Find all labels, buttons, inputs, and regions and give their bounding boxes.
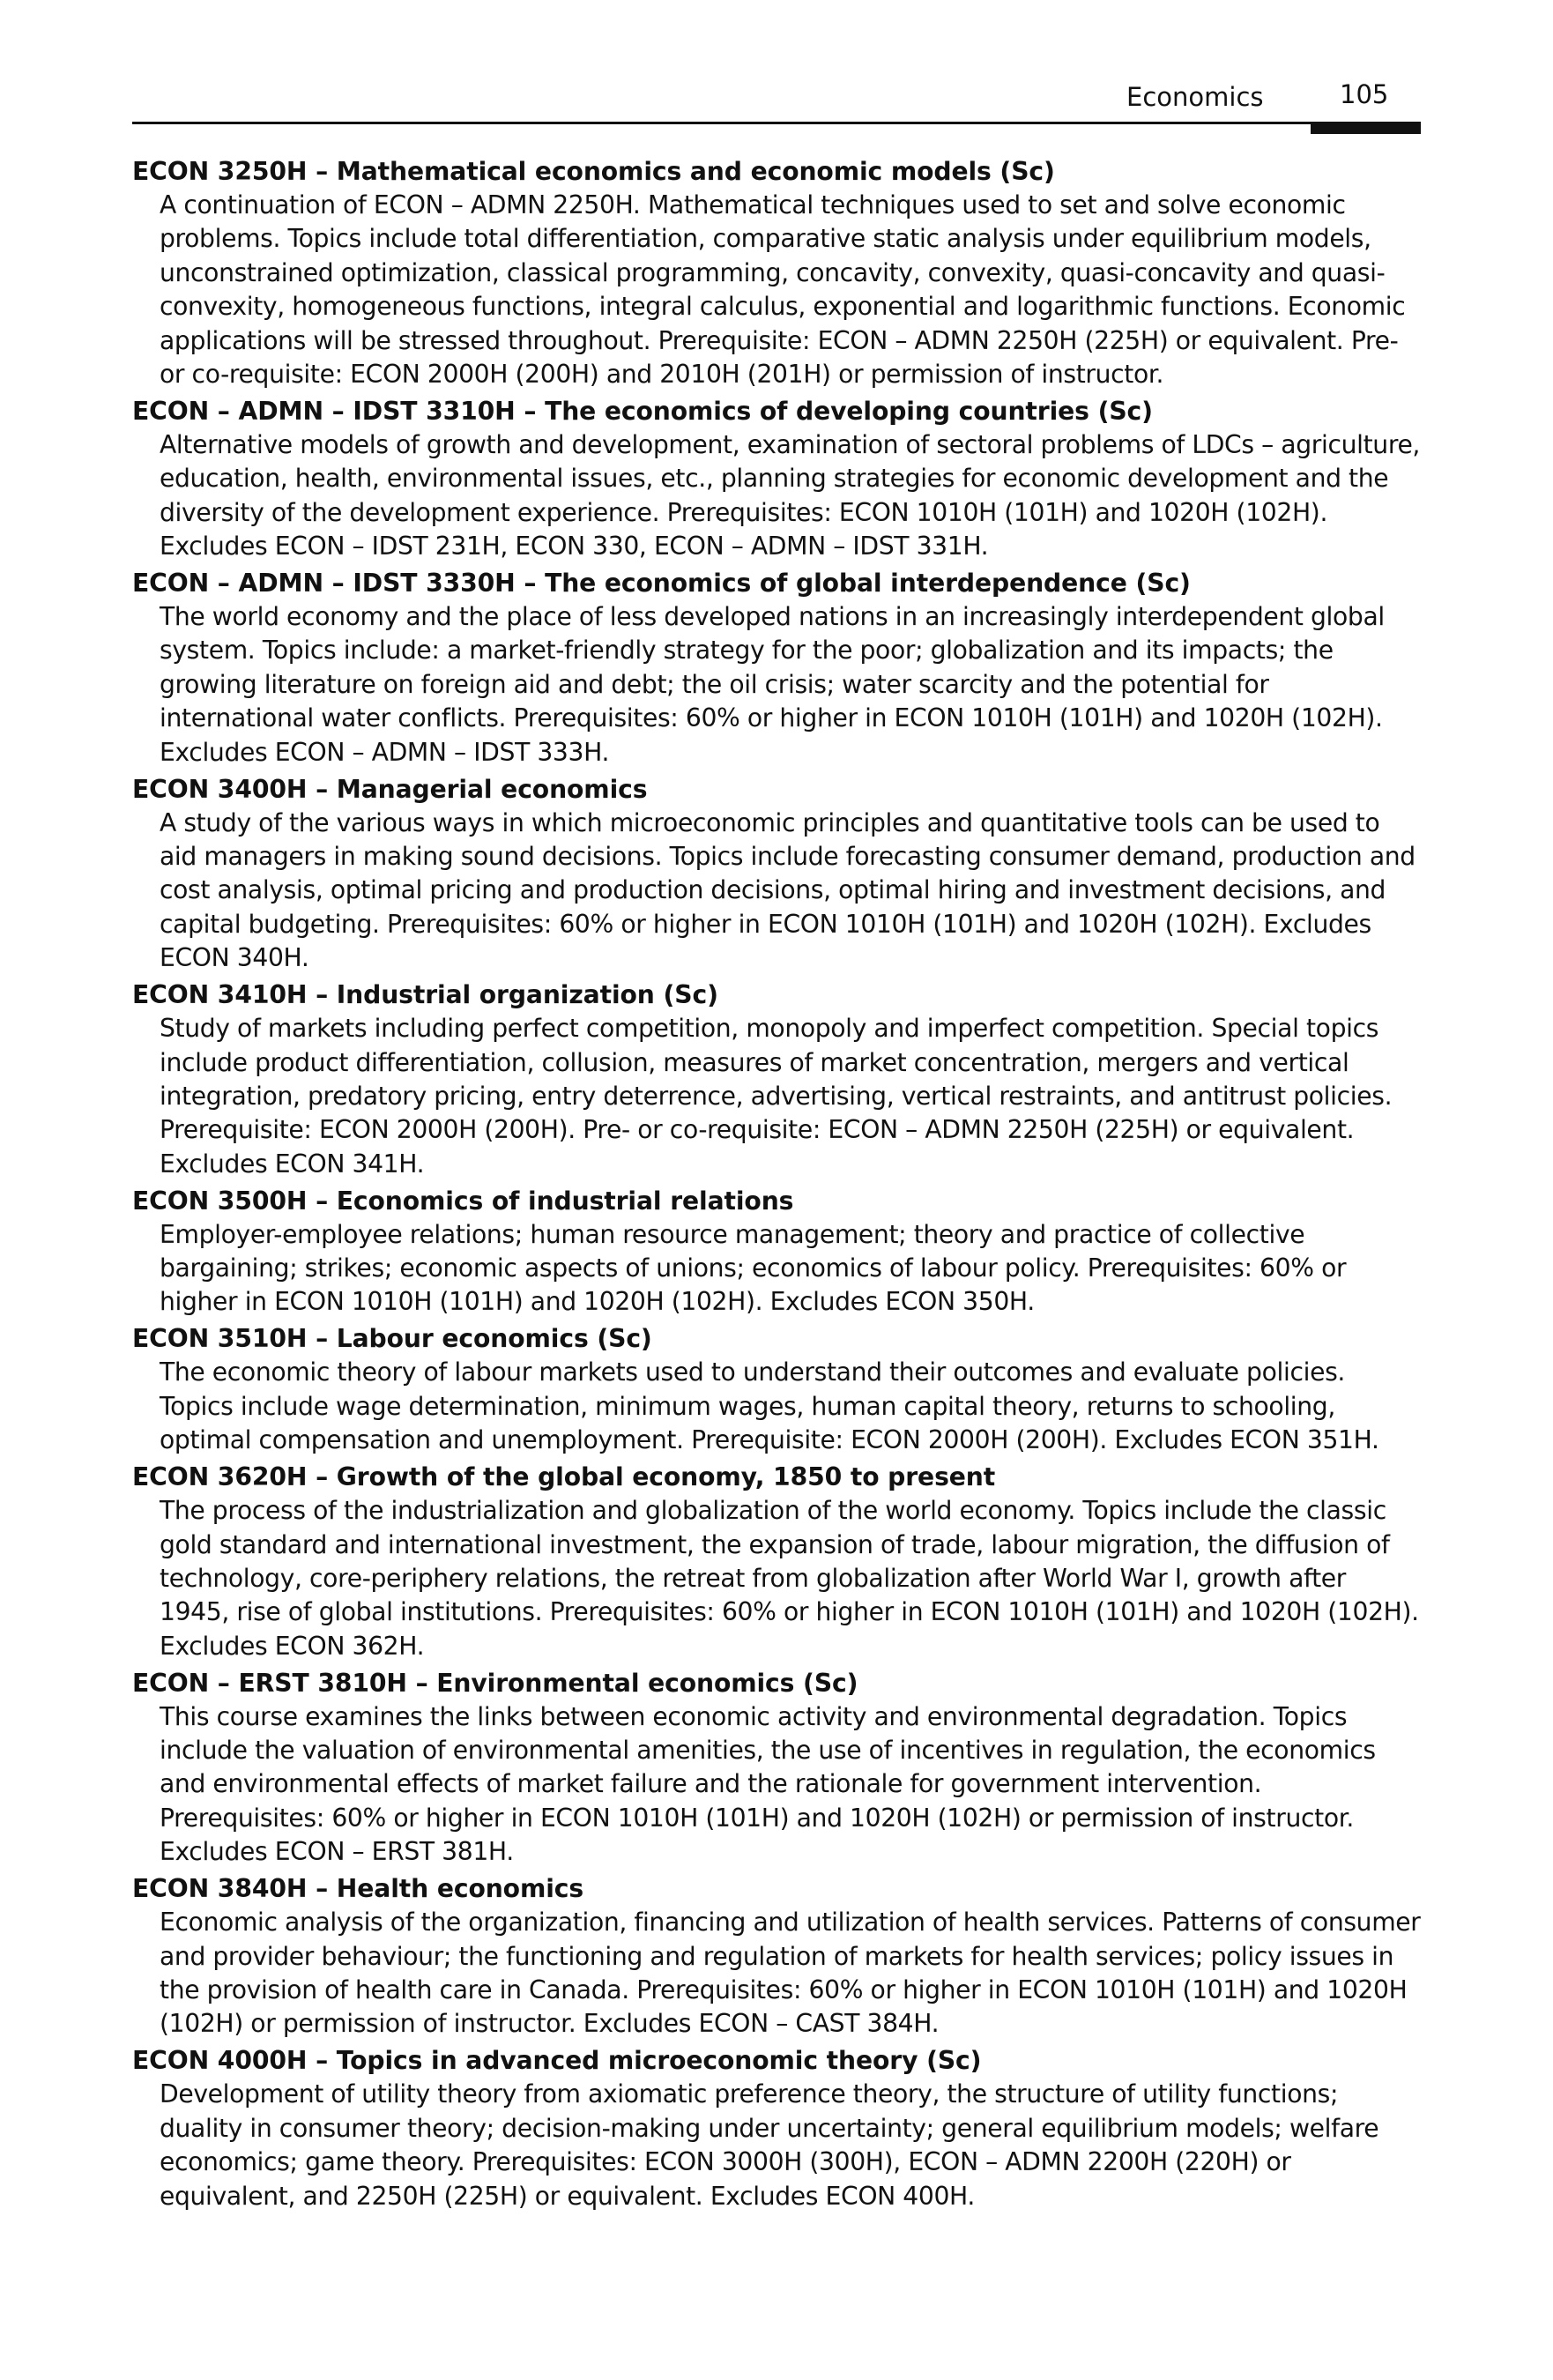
course-listing bbox=[132, 155, 1421, 2216]
course-entry-econ-3330h bbox=[132, 567, 1421, 770]
course-title: ECON 3250H – Mathematical economics and economic models (Sc) bbox=[132, 157, 1055, 186]
course-description: A study of the various ways in which microeconomic principles and quantitative tools can be used to aid managers in making sound decisions. Topics include forecasting consumer demand, production and cost analysis, optimal pricing and production decisions, optimal hiring and investment decisions, and capital budgeting. Prerequisites: 60% or higher in ECON 1010H (101H) and 1020H (102H). Excludes ECON 340H. bbox=[160, 807, 1416, 973]
course-description: A continuation of ECON – ADMN 2250H. Mathematical techniques used to set and solve economic problems. Topics include total differentiation, comparative static analysis under equilibrium models, unconstrained optimization, classical programming, concavity, convexity, quasi-concavity and quasi-convexity, homogeneous functions, integral calculus, exponential and logarithmic functions. Economic applications will be stressed throughout. Prerequisite: ECON – ADMN 2250H (225H) or equivalent. Pre- or co-requisite: ECON 2000H (200H) and 2010H (201H) or permission of instructor. bbox=[160, 190, 1406, 390]
course-title: ECON – ERST 3810H – Environmental economics (Sc) bbox=[132, 1668, 858, 1698]
course-title: ECON 3840H – Health economics bbox=[132, 1874, 584, 1904]
course-description: Employer-employee relations; human resource management; theory and practice of collective bargaining; strikes; economic aspects of unions; economics of labour policy. Prerequisites: 60% or higher in ECON 1010H (101H) and 1020H (102H). Excludes ECON 350H. bbox=[160, 1219, 1347, 1317]
course-description: Study of markets including perfect competition, monopoly and imperfect competition. Special topics include product differentiation, collusion, measures of market concentration, mergers and vertical integration, predatory pricing, entry deterrence, advertising, vertical restraints, and antitrust policies. Prerequisite: ECON 2000H (200H). Pre- or co-requisite: ECON – ADMN 2250H (225H) or equivalent. Excludes ECON 341H. bbox=[160, 1014, 1393, 1179]
course-entry-econ-4000h bbox=[132, 2044, 1421, 2213]
page-header bbox=[132, 78, 1421, 139]
running-head-section: Economics bbox=[1126, 82, 1264, 112]
header-rule bbox=[132, 122, 1421, 124]
course-description: The economic theory of labour markets used to understand their outcomes and evaluate policies. Topics include wage determination, minimum wages, human capital theory, returns to schooling, optimal compensation and unemployment. Prerequisite: ECON 2000H (200H). Excludes ECON 351H. bbox=[160, 1357, 1379, 1455]
course-description: Development of utility theory from axiomatic preference theory, the structure of utility functions; duality in consumer theory; decision-making under uncertainty; general equilibrium models; welfare economics; game theory. Prerequisites: ECON 3000H (300H), ECON – ADMN 2200H (220H) or equivalent, and 2250H (225H) or equivalent. Excludes ECON 400H. bbox=[160, 2079, 1379, 2211]
course-description: Alternative models of growth and development, examination of sectoral problems of LDCs – agriculture, education, health, environmental issues, etc., planning strategies for economic development and the diversity of the development experience. Prerequisites: ECON 1010H (101H) and 1020H (102H). Excludes ECON – IDST 231H, ECON 330, ECON – ADMN – IDST 331H. bbox=[160, 429, 1421, 562]
course-title: ECON 3410H – Industrial organization (Sc) bbox=[132, 980, 718, 1010]
course-entry-econ-3310h bbox=[132, 395, 1421, 564]
course-title: ECON 3510H – Labour economics (Sc) bbox=[132, 1324, 652, 1354]
course-entry-econ-3400h bbox=[132, 773, 1421, 976]
header-rule-block bbox=[1311, 122, 1421, 134]
course-title: ECON – ADMN – IDST 3310H – The economics of developing countries (Sc) bbox=[132, 396, 1153, 426]
course-entry-econ-3410h bbox=[132, 978, 1421, 1181]
course-title: ECON 3500H – Economics of industrial relations bbox=[132, 1186, 794, 1216]
course-entry-econ-3500h bbox=[132, 1185, 1421, 1320]
course-entry-econ-3810h bbox=[132, 1667, 1421, 1870]
course-title: ECON 3400H – Managerial economics bbox=[132, 774, 648, 804]
course-description: The world economy and the place of less developed nations in an increasingly interdependent global system. Topics include: a market-friendly strategy for the poor; globalization and its impacts; the growing literature on foreign aid and debt; the oil crisis; water scarcity and the potential for international water conflicts. Prerequisites: 60% or higher in ECON 1010H (101H) and 1020H (102H). Excludes ECON – ADMN – IDST 333H. bbox=[160, 602, 1385, 767]
page-number: 105 bbox=[1340, 79, 1389, 109]
course-entry-econ-3510h bbox=[132, 1322, 1421, 1457]
course-entry-econ-3620h bbox=[132, 1461, 1421, 1663]
course-description: This course examines the links between economic activity and environmental degradation. Topics include the valuation of environmental amenities, the use of incentives in regulation, the economics and environmental effects of market failure and the rationale for government intervention. Prerequisites: 60% or higher in ECON 1010H (101H) and 1020H (102H) or permission of instructor. Excludes ECON – ERST 381H. bbox=[160, 1701, 1376, 1867]
course-description: Economic analysis of the organization, financing and utilization of health services. Patterns of consumer and provider behaviour; the functioning and regulation of markets for health services; policy issues in the provision of health care in Canada. Prerequisites: 60% or higher in ECON 1010H (101H) and 1020H (102H) or permission of instructor. Excludes ECON – CAST 384H. bbox=[160, 1908, 1421, 2039]
course-entry-econ-3250h bbox=[132, 155, 1421, 391]
course-title: ECON – ADMN – IDST 3330H – The economics of global interdependence (Sc) bbox=[132, 569, 1191, 599]
course-title: ECON 4000H – Topics in advanced microeconomic theory (Sc) bbox=[132, 2046, 982, 2076]
course-entry-econ-3840h bbox=[132, 1872, 1421, 2042]
course-title: ECON 3620H – Growth of the global economy, 1850 to present bbox=[132, 1462, 996, 1492]
course-description: The process of the industrialization and globalization of the world economy. Topics include the classic gold standard and international investment, the expansion of trade, labour migration, the diffusion of technology, core-periphery relations, the retreat from globalization after World War I, growth after 1945, rise of global institutions. Prerequisites: 60% or higher in ECON 1010H (101H) and 1020H (102H). Excludes ECON 362H. bbox=[160, 1496, 1419, 1661]
